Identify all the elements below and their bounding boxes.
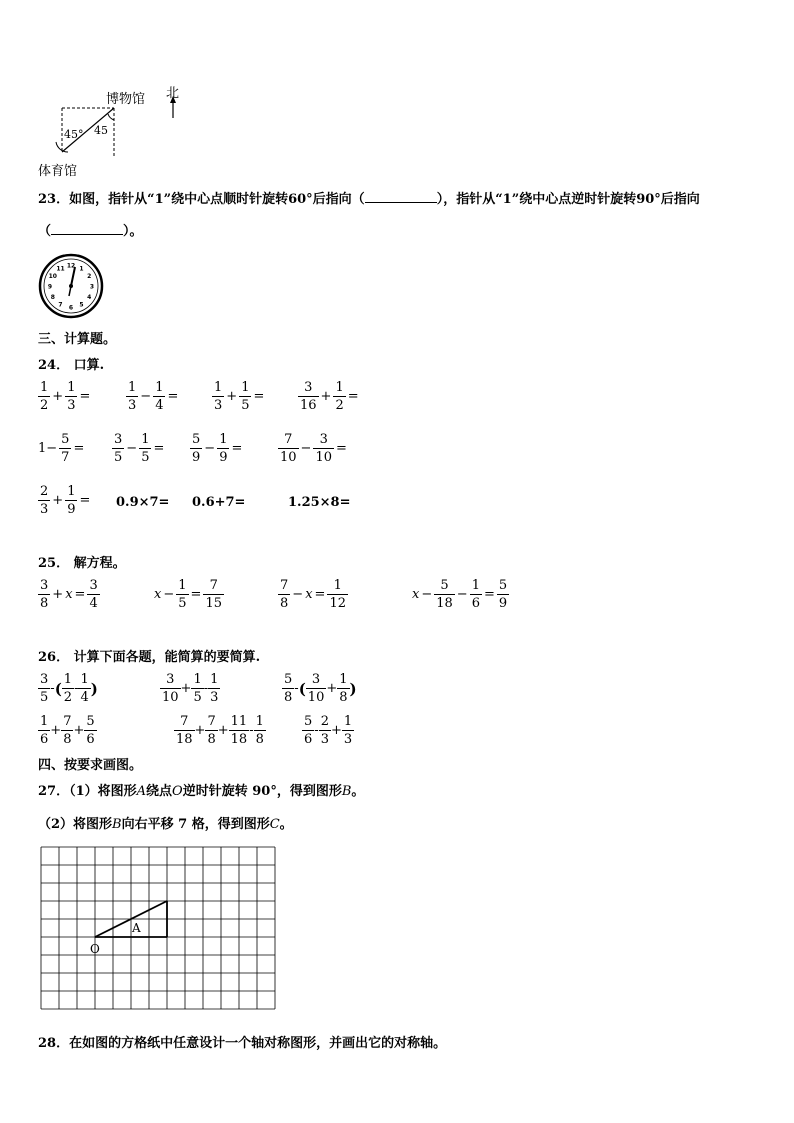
q26-r1-3: $\frac{5}{8}$ - ( $\frac{3}{10}$ + $\frac{1}{8}$ ): [284, 672, 357, 705]
section-3-title: 三、计算题。: [38, 332, 117, 347]
grid-svg[interactable]: [40, 846, 276, 1012]
section-4-title: 四、按要求画图。: [38, 758, 143, 773]
clock: [38, 253, 104, 319]
q27-line2: （2）将图形B向右平移 7 格，得到图形C。: [38, 817, 293, 832]
q24-r2-2: $\frac{3}{5}$ − $\frac{1}{5}$ =: [114, 432, 165, 465]
q26-title: 26． 计算下面各题，能简算的要简算.: [38, 650, 261, 665]
q23-line2: （ ）。: [38, 224, 143, 239]
q26-r2-1: $\frac{1}{6}$ + $\frac{7}{8}$ + $\frac{5}{6}$: [40, 714, 95, 747]
clock-number: 7: [58, 301, 63, 309]
grid-label-a: A: [132, 921, 141, 935]
fraction: $\frac{1}{2}$: [40, 380, 49, 413]
q27-line1: 27．（1）将图形A绕点O逆时针旋转 90°，得到图形B。: [38, 784, 365, 799]
grid-label-o: O: [90, 942, 100, 956]
q25-eq1: $\frac{3}{8}$ + x = $\frac{3}{4}$: [40, 578, 98, 611]
q25-eq2: x − $\frac{1}{5}$ = $\frac{7}{15}$: [154, 578, 222, 611]
fraction: $\frac{5}{7}$: [61, 432, 70, 465]
fraction: $\frac{3}{16}$: [300, 380, 317, 413]
q23-blank-1[interactable]: [365, 190, 437, 203]
clock-number: 4: [87, 294, 92, 301]
fraction: $\frac{5}{9}$: [192, 432, 201, 465]
q26-r2-3: $\frac{5}{6}$ - $\frac{2}{3}$ + $\frac{1}{3}$: [304, 714, 353, 747]
q26-r1-1: $\frac{3}{5}$ - ( $\frac{1}{2}$ - $\frac{1}{4}$ ): [40, 672, 98, 705]
q24-r1-3: $\frac{1}{3}$ + $\frac{1}{5}$ =: [214, 380, 265, 413]
fraction: $\frac{1}{2}$: [335, 380, 344, 413]
q28-text: 28．在如图的方格纸中任意设计一个轴对称图形，并画出它的对称轴。: [38, 1036, 447, 1051]
fraction: $\frac{1}{4}$: [155, 380, 164, 413]
clock-number: 12: [66, 262, 76, 270]
fraction: $\frac{1}{5}$: [141, 432, 150, 465]
clock-number: 1: [79, 265, 84, 273]
q24-r3-3: 0.6+7=: [192, 495, 246, 510]
clock-number: 11: [56, 265, 65, 273]
fraction: $\frac{1}{9}$: [67, 484, 76, 517]
fraction: $\frac{1}{3}$: [128, 380, 137, 413]
fraction: $\frac{7}{10}$: [280, 432, 297, 465]
q26-r2-2: $\frac{7}{18}$ + $\frac{7}{8}$ + $\frac{11}{18}$ - $\frac{1}{8}$: [176, 714, 264, 747]
angle-label-2: 45: [94, 124, 108, 137]
clock-number: 2: [87, 273, 92, 280]
museum-label: 博物馆: [106, 92, 146, 107]
q24-r1-1: $\frac{1}{2}$ + $\frac{1}{3}$ =: [40, 380, 91, 413]
q24-r2-1: 1− $\frac{5}{7}$ =: [38, 432, 85, 465]
clock-number: 5: [79, 301, 84, 309]
fraction: $\frac{1}{9}$: [219, 432, 228, 465]
clock-number: 8: [50, 294, 55, 301]
q24-r2-3: $\frac{5}{9}$ − $\frac{1}{9}$ =: [192, 432, 243, 465]
north-label: 北: [166, 86, 180, 101]
fraction: $\frac{3}{5}$: [114, 432, 123, 465]
gym-label: 体育馆: [38, 164, 78, 179]
clock-number: 10: [48, 273, 57, 280]
q25-title: 25． 解方程。: [38, 556, 126, 571]
clock-number: 6: [68, 304, 74, 312]
fraction: $\frac{3}{10}$: [315, 432, 332, 465]
q23-line1: 23．如图，指针从“1”绕中心点顺时针旋转60°后指向（ ），指针从“1”绕中心点逆时针旋转90°后指向: [38, 192, 700, 207]
q23-blank-2[interactable]: [51, 222, 123, 235]
clock-number: 9: [47, 283, 53, 291]
q24-r2-4: $\frac{7}{10}$ − $\frac{3}{10}$ =: [280, 432, 347, 465]
q25-eq3: $\frac{7}{8}$ − x = $\frac{1}{12}$: [280, 578, 346, 611]
fraction: $\frac{2}{3}$: [40, 484, 49, 517]
square-grid[interactable]: [40, 846, 276, 1016]
q24-r3-4: 1.25×8=: [288, 495, 351, 510]
q24-title: 24． 口算.: [38, 358, 105, 373]
clock-number: 3: [89, 283, 95, 291]
q24-r1-4: $\frac{3}{16}$ + $\frac{1}{2}$ =: [300, 380, 359, 413]
q24-r3-2: 0.9×7=: [116, 495, 170, 510]
direction-diagram: [36, 78, 196, 178]
q24-r3-1: $\frac{2}{3}$ + $\frac{1}{9}$ =: [40, 484, 91, 517]
clock-face: [38, 253, 104, 319]
fraction: $\frac{1}{5}$: [241, 380, 250, 413]
q25-eq4: x − $\frac{5}{18}$ − $\frac{1}{6}$ = $\frac{5}{9}$: [412, 578, 508, 611]
fraction: $\frac{1}{3}$: [214, 380, 223, 413]
q26-r1-2: $\frac{3}{10}$ + $\frac{1}{5}$ - $\frac{1}{3}$: [162, 672, 219, 705]
angle-label-1: 45°: [64, 128, 84, 141]
fraction: $\frac{1}{3}$: [67, 380, 76, 413]
q24-r1-2: $\frac{1}{3}$ − $\frac{1}{4}$ =: [128, 380, 179, 413]
